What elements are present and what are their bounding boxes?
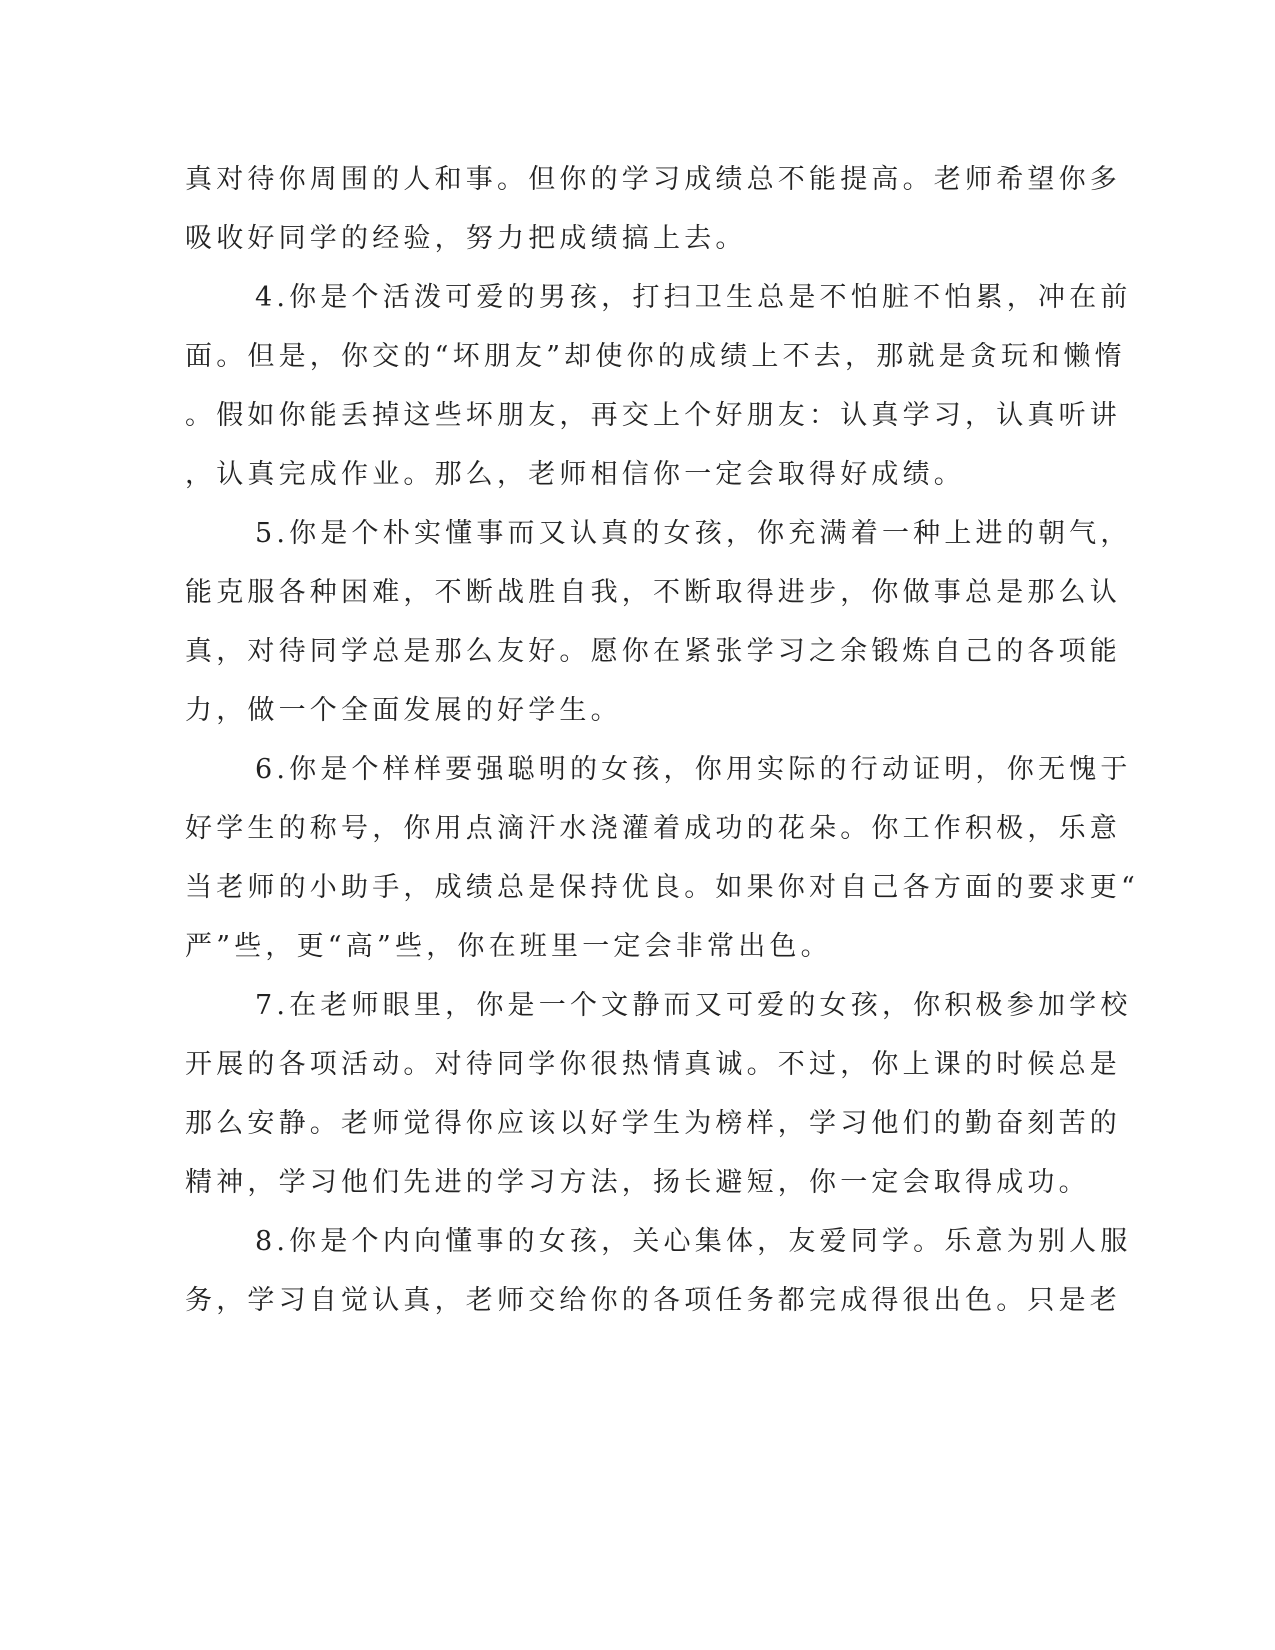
paragraph-8-start: 8.你是个内向懂事的女孩，关心集体，友爱同学。乐意为别人服: [255, 1226, 1132, 1257]
text-line: 开展的各项活动。对待同学你很热情真诚。不过，你上课的时候总是: [185, 1049, 1121, 1080]
text-line: 严”些，更“高”些，你在班里一定会非常出色。: [185, 931, 832, 962]
text-line: 真，对待同学总是那么友好。愿你在紧张学习之余锻炼自己的各项能: [185, 636, 1121, 667]
text-line: 面。但是，你交的“坏朋友”却使你的成绩上不去，那就是贪玩和懒惰: [185, 341, 1126, 372]
paragraph-7-start: 7.在老师眼里，你是一个文静而又可爱的女孩，你积极参加学校: [255, 990, 1132, 1021]
text-line: 。假如你能丢掉这些坏朋友，再交上个好朋友：认真学习，认真听讲: [185, 400, 1121, 431]
paragraph-5-start: 5.你是个朴实懂事而又认真的女孩，你充满着一种上进的朝气，: [255, 518, 1132, 549]
text-line: 那么安静。老师觉得你应该以好学生为榜样，学习他们的勤奋刻苦的: [185, 1108, 1121, 1139]
text-line: 好学生的称号，你用点滴汗水浇灌着成功的花朵。你工作积极，乐意: [185, 813, 1121, 844]
text-line: 力，做一个全面发展的好学生。: [185, 695, 622, 726]
text-line: 务，学习自觉认真，老师交给你的各项任务都完成得很出色。只是老: [185, 1285, 1121, 1316]
text-line: 精神，学习他们先进的学习方法，扬长避短，你一定会取得成功。: [185, 1167, 1090, 1198]
text-line: 当老师的小助手，成绩总是保持优良。如果你对自己各方面的要求更“: [185, 872, 1140, 903]
paragraph-6-start: 6.你是个样样要强聪明的女孩，你用实际的行动证明，你无愧于: [255, 754, 1132, 785]
text-line: 真对待你周围的人和事。但你的学习成绩总不能提高。老师希望你多: [185, 164, 1121, 195]
text-line: 吸收好同学的经验，努力把成绩搞上去。: [185, 223, 747, 254]
text-line: 能克服各种困难，不断战胜自我，不断取得进步，你做事总是那么认: [185, 577, 1121, 608]
paragraph-4-start: 4.你是个活泼可爱的男孩，打扫卫生总是不怕脏不怕累，冲在前: [255, 282, 1132, 313]
text-line: ，认真完成作业。那么，老师相信你一定会取得好成绩。: [185, 459, 965, 490]
